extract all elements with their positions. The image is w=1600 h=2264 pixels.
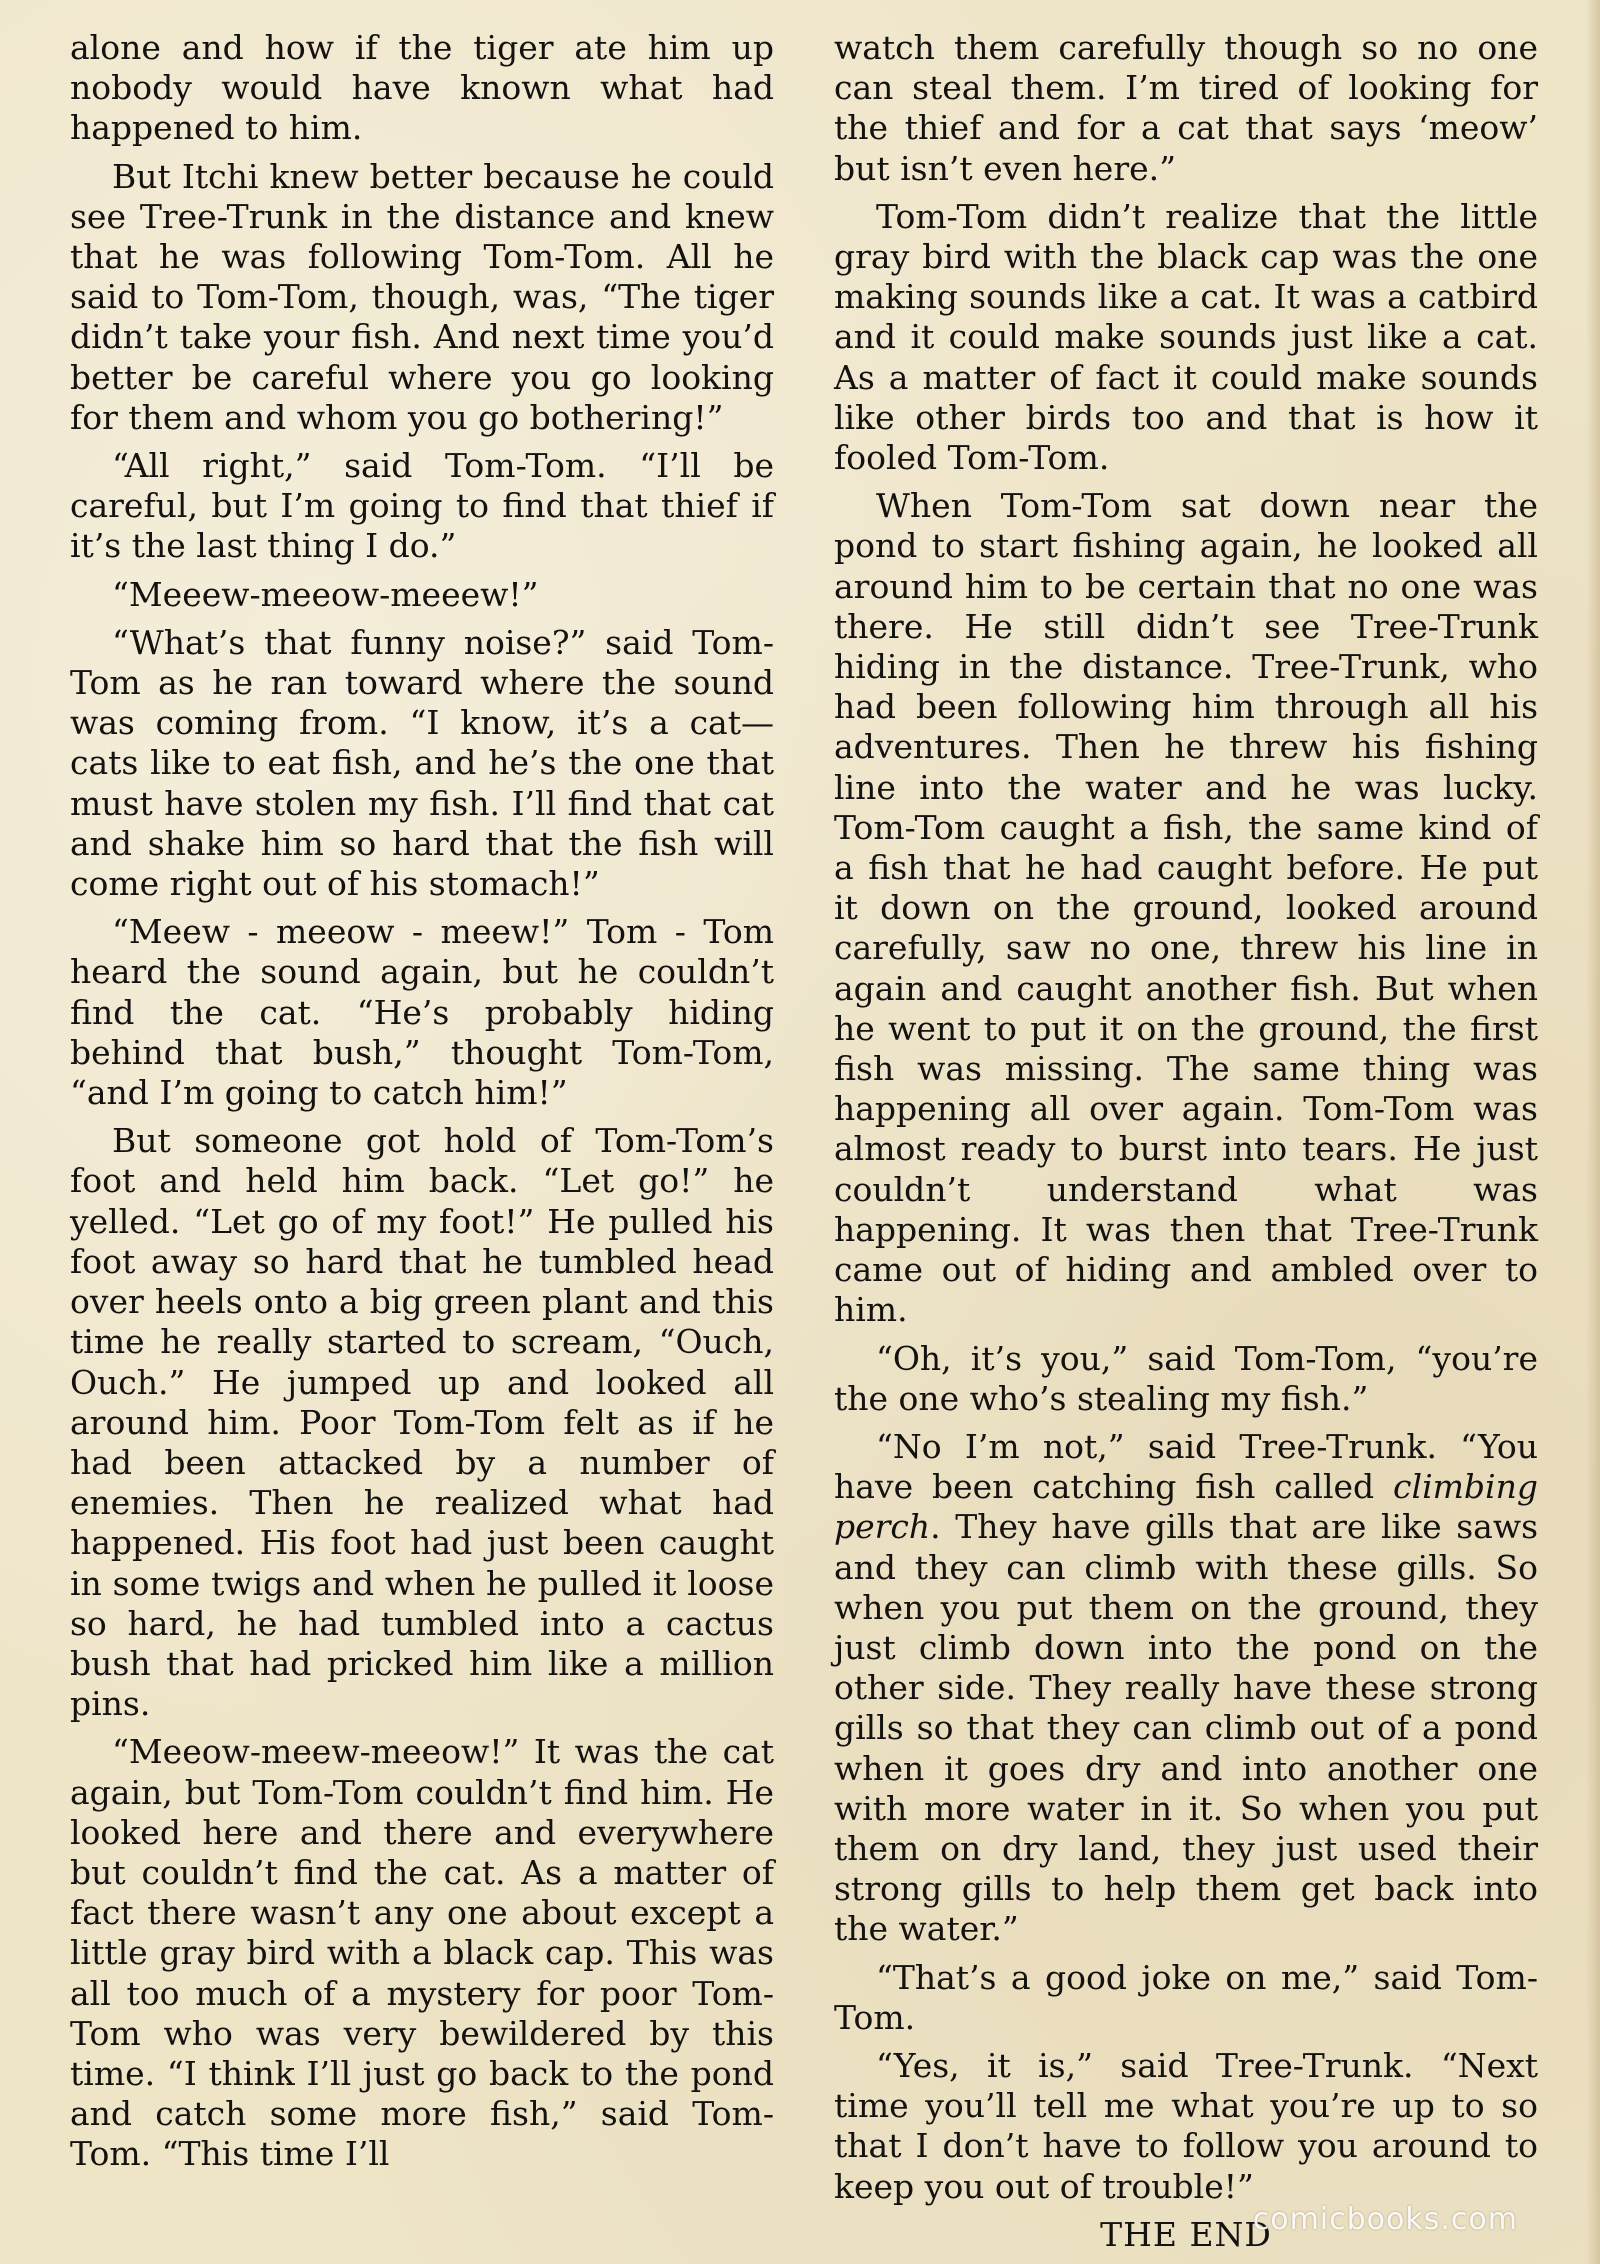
watermark: comicbooks.com [1252, 2202, 1518, 2237]
paragraph: But someone got hold of Tom-Tom’s foot and held him back. “Let go!” he yelled. “Let go of my foot!” He pulled his foot away so hard that he tumbled head over heels onto a big green plant and this time he really started to scream, “Ouch, Ouch.” He jumped up and looked all around him. Poor Tom-Tom felt as if he had been attacked by a number of enemies. Then he realized what had happened. His foot had just been caught in some twigs and when he pulled it loose so hard, he had tumbled into a cactus bush that had pricked him like a million pins. [70, 1121, 774, 1724]
paragraph: “What’s that funny noise?” said Tom-Tom as he ran toward where the sound was coming from. “I know, it’s a cat— cats like to eat fish, and he’s the one that must have stolen my fish. I’ll find that cat and shake him so hard that the fish will come right out of his stomach!” [70, 622, 774, 904]
paragraph: Tom-Tom didn’t realize that the little gray bird with the black cap was the one making sounds like a cat. It was a catbird and it could make sounds just like a cat. As a matter of fact it could make sounds like other birds too and that is how it fooled Tom-Tom. [834, 196, 1538, 478]
paragraph-text: . They have gills that are like saws and they can climb with these gills. So when you put them on the ground, they just climb down into the pond on the other side. They really have these strong gills so that they can climb out of a pond when it goes dry and into another one with more water in it. So when you put them on dry land, they just used their strong gills to help them get back into the water.” [834, 1507, 1538, 1949]
paragraph-text: “No I’m not,” said Tree-Trunk. “You have been catching fish called [834, 1426, 1538, 1507]
right-column [834, 28, 1538, 2263]
paragraph: “That’s a good joke on me,” said Tom-Tom. [834, 1957, 1538, 2037]
paragraph: When Tom-Tom sat down near the pond to start fishing again, he looked all around him to be certain that no one was there. He still didn’t see Tree-Trunk hiding in the distance. Tree-Trunk, who had been following him through all his adventures. Then he threw his fishing line into the water and he was lucky. Tom-Tom caught a fish, the same kind of a fish that he had caught before. He put it down on the ground, looked around carefully, saw no one, threw his line in again and caught another fish. But when he went to put it on the ground, the first fish was missing. The same thing was happening all over again. Tom-Tom was almost ready to burst into tears. He just couldn’t understand what was happening. It was then that Tree-Trunk came out of hiding and ambled over to him. [834, 486, 1538, 1330]
paragraph: But Itchi knew better because he could see Tree-Trunk in the distance and knew that he was following Tom-Tom. All he said to Tom-Tom, though, was, “The tiger didn’t take your fish. And next time you’d better be careful where you go looking for them and whom you go bothering!” [70, 156, 774, 437]
paragraph: “Yes, it is,” said Tree-Trunk. “Next time you’ll tell me what you’re up to so that I don’t have to follow you around to keep you out of trouble!” [834, 2045, 1538, 2206]
the-end-label: THE END [1100, 2214, 1272, 2254]
paragraph: “Meew - meeow - meew!” Tom - Tom heard the sound again, but he couldn’t find the cat. “He’s probably hiding behind that bush,” thought Tom-Tom, “and I’m going to catch him!” [70, 912, 774, 1113]
italic-term: climbing perch [834, 1467, 1538, 1547]
paragraph [834, 1427, 1538, 1950]
left-column [70, 28, 774, 2183]
page-edge [1586, 0, 1600, 2264]
paragraph: alone and how if the tiger ate him up nobody would have known what had happened to him. [70, 28, 774, 148]
paragraph: “Meeew-meeow-meeew!” [112, 574, 539, 614]
paragraph: watch them carefully though so no one can steal them. I’m tired of looking for the thief and for a cat that says ‘meow’ but isn’t even here.” [834, 28, 1538, 188]
paragraph: “All right,” said Tom-Tom. “I’ll be careful, but I’m going to find that thief if it’s the last thing I do.” [70, 446, 774, 566]
paragraph: “Oh, it’s you,” said Tom-Tom, “you’re the one who’s stealing my fish.” [834, 1338, 1538, 1418]
paragraph: “Meeow-meew-meeow!” It was the cat again, but Tom-Tom couldn’t find him. He looked here and there and everywhere but couldn’t find the cat. As a matter of fact there wasn’t any one about except a little gray bird with a black cap. This was all too much of a mystery for poor Tom-Tom who was very bewildered by this time. “I think I’ll just go back to the pond and catch some more fish,” said Tom-Tom. “This time I’ll [70, 1732, 774, 2174]
